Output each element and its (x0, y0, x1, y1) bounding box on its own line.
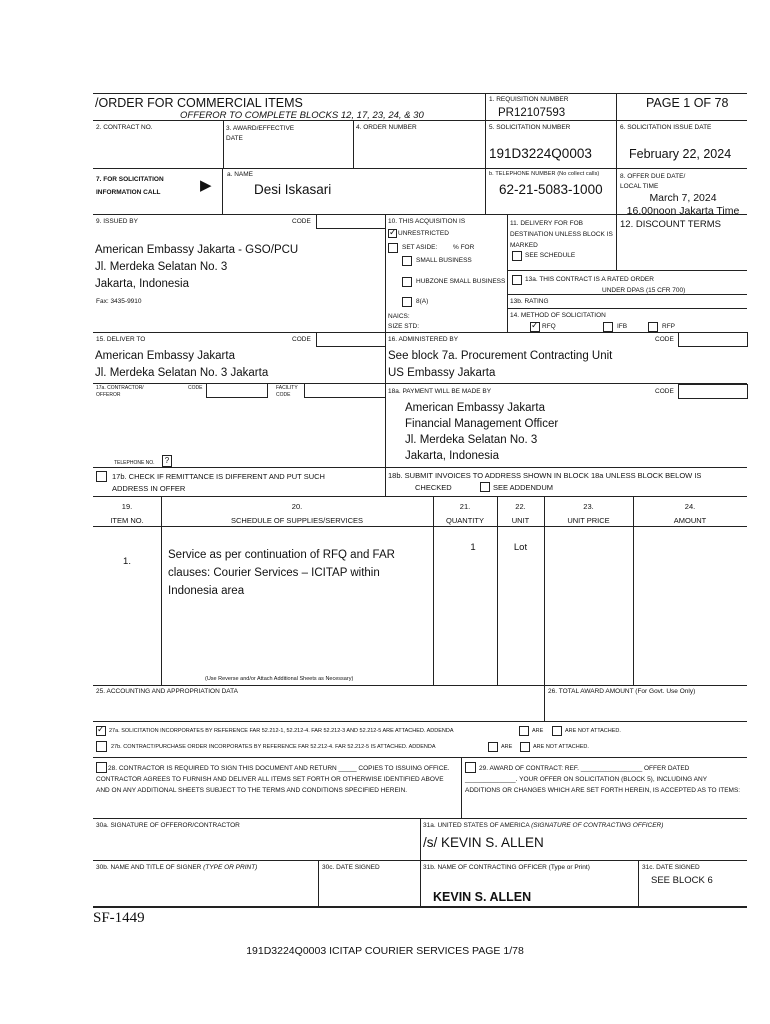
co-date-signed: SEE BLOCK 6 (651, 875, 713, 886)
set-aside-label: SET ASIDE: (402, 244, 438, 251)
address-line: American Embassy Jakarta (95, 350, 235, 362)
item-description: Service as per continuation of RFQ and FAR clauses: Courier Services – ICITAP within Indonesia area (168, 549, 395, 597)
rated-order-label: 13a. THIS CONTRACT IS A RATED ORDER (525, 276, 654, 283)
fax-number: Fax: 3435-9910 (96, 298, 142, 305)
address-line: Jl. Merdeka Selatan No. 3 Jakarta (95, 367, 269, 379)
addenda-not-attached-label: ARE NOT ATTACHED. (565, 728, 621, 734)
administered-by-code-field[interactable] (678, 332, 748, 347)
page-footer: 191D3224Q0003 ICITAP COURIER SERVICES PAGE 1/78 (246, 945, 524, 957)
schedule-header: 20. SCHEDULE OF SUPPLIES/SERVICES (231, 502, 363, 525)
address-line: American Embassy Jakarta - GSO/PCU (95, 244, 299, 256)
address-line: Jl. Merdeka Selatan No. 3 (405, 434, 538, 446)
rule (318, 860, 319, 906)
payment-by-label: 18a. PAYMENT WILL BE MADE BY (388, 388, 492, 395)
contracting-officer-signature: /s/ KEVIN S. ALLEN (423, 835, 544, 850)
see-schedule-label: SEE SCHEDULE (525, 252, 576, 259)
address-line: Jl. Merdeka Selatan No. 3 (95, 261, 228, 273)
telephone-field[interactable]: ? (162, 455, 172, 467)
hubzone-checkbox[interactable] (402, 277, 412, 287)
us-label-italic: (SIGNATURE OF CONTRACTING OFFICER) (531, 822, 664, 829)
size-std-label: SIZE STD: (388, 323, 420, 330)
eight-a-label: 8(A) (416, 298, 429, 305)
addenda-are-label: ARE (532, 728, 544, 734)
bottom-rule (93, 906, 747, 908)
set-aside-checkbox[interactable] (388, 243, 398, 253)
solicitation-incorporates-label: 27a. SOLICITATION INCORPORATES BY REFERENCE FAR 52.212-1, 52.212-4. FAR 52.212-3 AND 52.212-5 ARE ATTACHED. ADDENDA (109, 728, 454, 734)
contracting-officer-name-label: 31b. NAME OF CONTRACTING OFFICER (Type or Print) (423, 864, 590, 871)
addenda-are-checkbox[interactable] (519, 726, 529, 736)
telephone-number: 62-21-5083-1000 (499, 182, 603, 197)
deliver-to-code-field[interactable] (316, 332, 386, 347)
contract-no-label: 2. CONTRACT NO. (96, 124, 153, 131)
item-number: 1. (123, 556, 131, 567)
rated-order-checkbox[interactable] (512, 275, 522, 285)
addenda-b-not-attached-checkbox[interactable] (520, 742, 530, 752)
delivery-fob-label: 11. DELIVERY FOR FOB DESTINATION UNLESS BLOCK IS MARKED (510, 220, 613, 249)
issued-by-label: 9. ISSUED BY (96, 218, 138, 225)
rule (544, 496, 545, 721)
accounting-label: 25. ACCOUNTING AND APPROPRIATION DATA (96, 688, 238, 695)
signer-label: 30b. NAME AND TITLE OF SIGNER (96, 864, 202, 871)
reverse-note: (Use Reverse and/or Attach Additional Sheets as Necessary) (205, 676, 354, 682)
page-count: PAGE 1 OF 78 (646, 96, 729, 110)
rule (353, 120, 354, 168)
form-title: /ORDER FOR COMMERCIAL ITEMS (95, 96, 303, 110)
remittance-checkbox[interactable] (96, 471, 107, 482)
offeror-signature-label: 30a. SIGNATURE OF OFFEROR/CONTRACTOR (96, 822, 240, 829)
code-label: CODE (655, 388, 674, 395)
deliver-to-address (95, 348, 268, 382)
contractor-sign-text: 28. CONTRACTOR IS REQUIRED TO SIGN THIS DOCUMENT AND RETURN _____ COPIES TO ISSUING OFFICE. CONTRACTOR AGREES TO FURNISH AND DELIVER ALL ITEMS SET FORTH OR OTHERWISE IDENTIFIED ABOVE AND ON ANY ADDITIONAL SHEETS SUBJECT TO THE TERMS AND CONDITIONS SPECIFIED HEREIN. (96, 765, 450, 794)
address-line: Jakarta, Indonesia (405, 450, 499, 462)
rule (616, 214, 617, 270)
small-business-checkbox[interactable] (402, 256, 412, 266)
rule (93, 721, 747, 722)
rule (507, 270, 747, 271)
item-no-header: 19. ITEM NO. (110, 502, 144, 525)
quantity-header: 21. QUANTITY (446, 502, 484, 525)
address-line: American Embassy Jakarta (405, 402, 545, 414)
solicitation-info-label: 7. FOR SOLICITATION INFORMATION CALL (96, 176, 164, 196)
requisition-number: PR12107593 (498, 107, 566, 119)
offeror-note: OFFEROR TO COMPLETE BLOCKS 12, 17, 23, 24, & 30 (180, 110, 424, 121)
code-label: CODE (292, 336, 311, 343)
requisition-label: 1. REQUISITION NUMBER (489, 96, 569, 103)
rule (385, 467, 386, 496)
rule (93, 685, 747, 686)
rfq-label: RFQ (542, 323, 556, 330)
rule (222, 168, 223, 214)
percent-for-label: % FOR (453, 244, 475, 251)
ifb-checkbox[interactable] (603, 322, 613, 332)
dpas-label: UNDER DPAS (15 CFR 700) (602, 287, 686, 294)
item-unit: Lot (513, 542, 528, 553)
addenda-b-are-label: ARE (501, 744, 513, 750)
signer-name-label (96, 864, 257, 871)
us-signature-label (423, 822, 663, 829)
rfp-checkbox[interactable] (648, 322, 658, 332)
solicitation-number: 191D3224Q0003 (489, 146, 592, 161)
issued-by-code-field[interactable] (316, 214, 386, 229)
small-business-label: SMALL BUSINESS (416, 257, 472, 264)
rule (507, 308, 747, 309)
solicitation-incorporates-checkbox[interactable] (96, 726, 106, 736)
contact-name: Desi Iskasari (254, 182, 332, 197)
contracting-officer-name: KEVIN S. ALLEN (433, 890, 532, 904)
addenda-b-not-attached-label: ARE NOT ATTACHED. (533, 744, 589, 750)
unit-price-header: 23. UNIT PRICE (567, 502, 610, 525)
arrow-right-icon: ▶ (200, 177, 212, 194)
signer-label-italic: (TYPE OR PRINT) (203, 864, 258, 871)
us-label: 31a. UNITED STATES OF AMERICA (423, 822, 530, 829)
top-rule (93, 93, 747, 94)
rule (93, 467, 747, 468)
rule (507, 214, 508, 332)
telephone-label: b. TELEPHONE NUMBER (No collect calls) (489, 171, 600, 177)
total-award-label: 26. TOTAL AWARD AMOUNT (For Govt. Use Only) (548, 688, 696, 695)
addenda-b-are-checkbox[interactable] (488, 742, 498, 752)
unrestricted-checkbox[interactable] (388, 229, 397, 238)
see-addendum-label: SEE ADDENDUM (493, 483, 554, 492)
contractor-code-field[interactable] (206, 383, 268, 398)
date-signed-label: 30c. DATE SIGNED (322, 864, 380, 871)
offer-due-date: March 7, 2024 16.00noon Jakarta Time (626, 192, 740, 217)
issue-date: February 22, 2024 (629, 147, 732, 161)
unit-header: 22. UNIT (511, 502, 530, 525)
rule (420, 860, 747, 861)
rule (420, 818, 421, 906)
award-text: 29. AWARD OF CONTRACT: REF. _________________ OFFER DATED ______________. YOUR OFFER ON SOLICITATION (BLOCK 5), INCLUDING ANY ADDITIONS OR CHANGES WHICH ARE SET FORTH HEREIN, IS ACCEPTED AS TO ITEMS: (465, 765, 741, 794)
administered-by-address (388, 348, 612, 382)
naics-label: NAICS: (388, 313, 410, 320)
offer-due-label: 8. OFFER DUE DATE/ LOCAL TIME (620, 173, 686, 190)
address-line: Jakarta, Indonesia (95, 278, 189, 290)
submit-invoices-label: 18b. SUBMIT INVOICES TO ADDRESS SHOWN IN BLOCK 18a UNLESS BLOCK BELOW IS (388, 471, 702, 480)
award-date-label: 3. AWARD/EFFECTIVE DATE (226, 125, 295, 142)
rule (93, 757, 747, 758)
code-label: CODE (292, 218, 311, 225)
telephone-no-label: TELEPHONE NO. (114, 460, 155, 466)
facility-code-label: FACILITY CODE (276, 385, 298, 398)
contractor-label: 17a. CONTRACTOR/ OFFEROR (96, 385, 144, 398)
rule (507, 294, 747, 295)
method-label: 14. METHOD OF SOLICITATION (510, 312, 606, 319)
code-label: CODE (655, 336, 674, 343)
order-number-label: 4. ORDER NUMBER (356, 124, 417, 131)
see-schedule-checkbox[interactable] (512, 251, 522, 261)
contract-incorporates-label: 27b. CONTRACT/PURCHASE ORDER INCORPORATES BY REFERENCE FAR 52.212-4. FAR 52.212-5 IS ATTACHED. ADDENDA (111, 744, 436, 750)
ifb-label: IFB (617, 323, 628, 330)
payment-address (405, 400, 558, 464)
discount-terms-label: 12. DISCOUNT TERMS (620, 219, 722, 230)
rule (93, 860, 420, 861)
remittance-label: 17b. CHECK IF REMITTANCE IS DIFFERENT AND PUT SUCH ADDRESS IN OFFER (112, 472, 325, 493)
addenda-not-attached-checkbox[interactable] (552, 726, 562, 736)
acquisition-label: 10. THIS ACQUISITION IS (388, 218, 466, 225)
co-date-signed-label: 31c. DATE SIGNED (642, 864, 700, 871)
contract-incorporates-checkbox[interactable] (96, 741, 107, 752)
rating-label: 13b. RATING (510, 298, 549, 305)
address-line: See block 7a. Procurement Contracting Unit (388, 350, 613, 362)
code-label: CODE (188, 385, 203, 391)
hubzone-label: HUBZONE SMALL BUSINESS (416, 278, 506, 285)
rule (93, 383, 747, 384)
address-line: Financial Management Officer (405, 418, 559, 430)
rule (616, 93, 617, 215)
payment-code-field[interactable] (678, 384, 748, 399)
rule (485, 93, 486, 215)
name-label: a. NAME (227, 171, 254, 178)
solicitation-number-label: 5. SOLICITATION NUMBER (489, 124, 571, 131)
address-line: US Embassy Jakarta (388, 367, 496, 379)
facility-code-field[interactable] (304, 383, 386, 398)
rule (461, 757, 462, 818)
rule (638, 860, 639, 906)
amount-header: 24. AMOUNT (673, 502, 707, 525)
rule (93, 168, 747, 169)
rfp-label: RFP (662, 323, 675, 330)
rule (93, 496, 747, 497)
item-quantity: 1 (470, 542, 476, 553)
form-id: SF-1449 (93, 910, 145, 926)
deliver-to-label: 15. DELIVER TO (96, 336, 146, 343)
checked-label: CHECKED (415, 483, 452, 492)
administered-by-label: 16. ADMINISTERED BY (388, 336, 459, 343)
unrestricted-label: UNRESTRICTED (398, 230, 449, 237)
see-addendum-checkbox[interactable] (480, 482, 490, 492)
rfq-checkbox[interactable] (530, 322, 540, 332)
eight-a-checkbox[interactable] (402, 297, 412, 307)
issued-by-address (95, 242, 298, 293)
rule (223, 120, 224, 168)
issue-date-label: 6. SOLICITATION ISSUE DATE (620, 124, 712, 131)
